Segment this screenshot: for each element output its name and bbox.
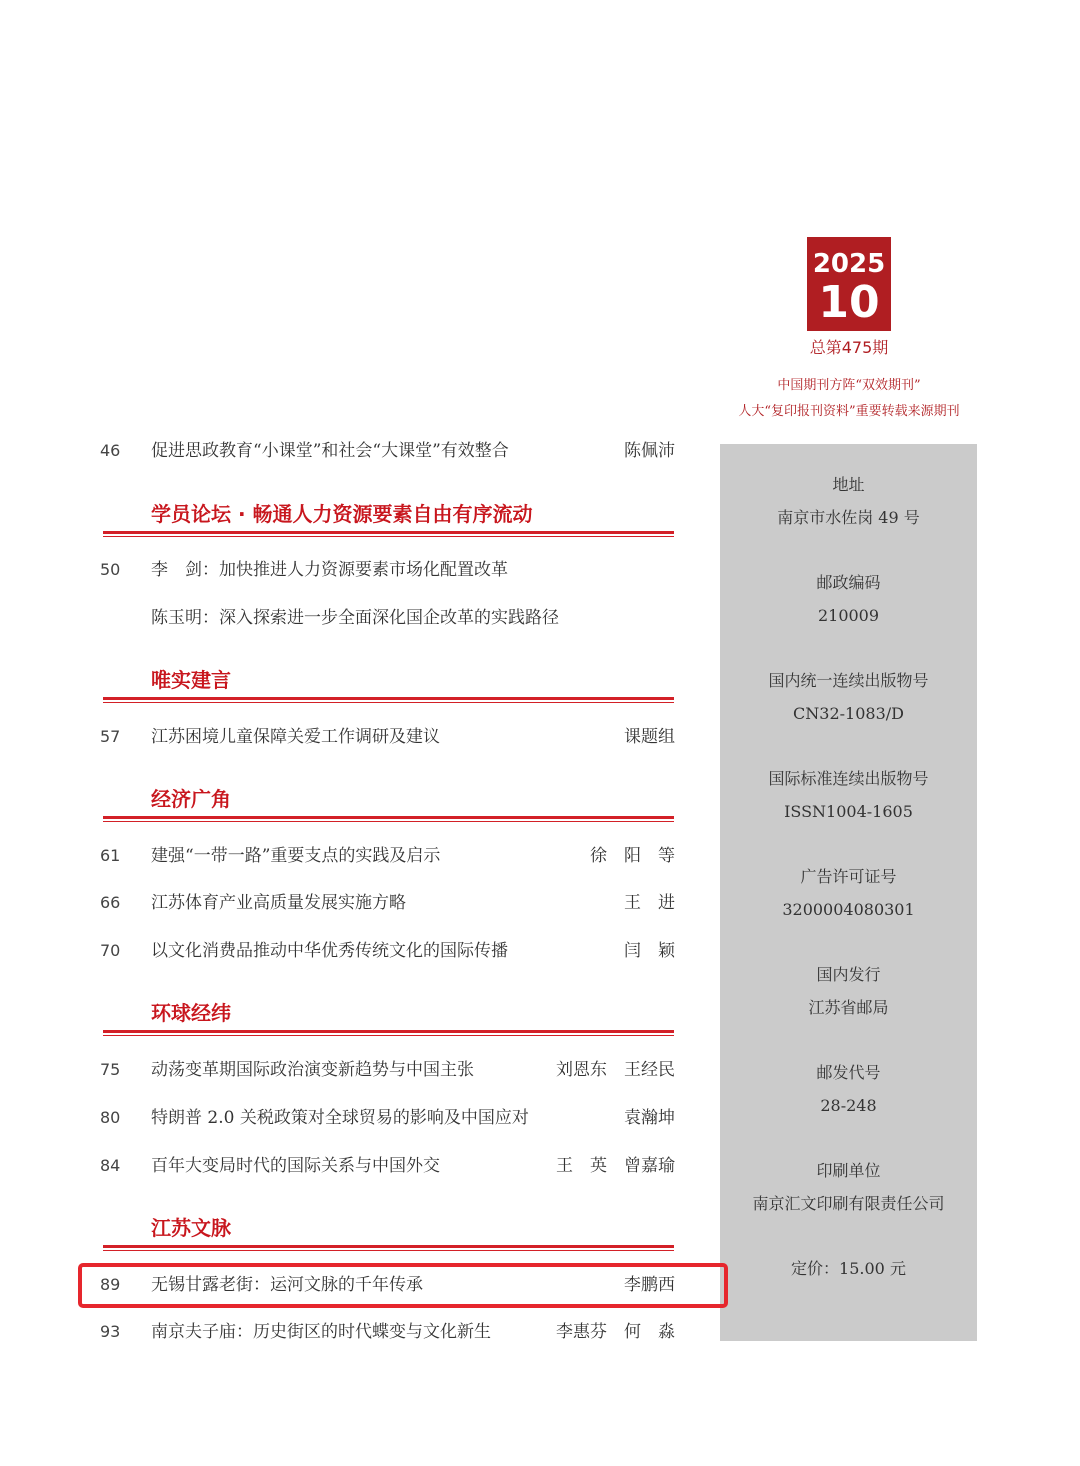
toc-row[interactable] <box>100 603 675 633</box>
toc-row[interactable] <box>100 841 675 871</box>
toc-author: 袁瀚坤 <box>624 1108 675 1128</box>
issue-month: 10 <box>818 277 880 328</box>
toc-author: 陈佩沛 <box>624 441 675 461</box>
section-title: 经济广角 <box>151 787 231 811</box>
toc-article-title: 特朗普 2.0 关税政策对全球贸易的影响及中国应对 <box>151 1108 529 1128</box>
section-title: 江苏文脉 <box>151 1216 231 1240</box>
toc-article-title: 陈玉明：深入探索进一步全面深化国企改革的实践路径 <box>151 608 559 628</box>
toc-article-title: 南京夫子庙：历史街区的时代蝶变与文化新生 <box>151 1322 491 1342</box>
section-rule <box>103 816 674 819</box>
toc-author: 闫 颖 <box>624 941 675 961</box>
toc-page-number: 80 <box>100 1108 121 1127</box>
toc-page-number: 93 <box>100 1322 121 1341</box>
toc-page-number: 46 <box>100 441 121 460</box>
section-rule-thin <box>103 536 674 537</box>
toc-page-number: 89 <box>100 1275 121 1294</box>
toc-article-title: 百年大变局时代的国际关系与中国外交 <box>151 1156 440 1176</box>
info-printer: 印刷单位 南京汇文印刷有限责任公司 <box>752 1161 945 1213</box>
section-header <box>103 999 674 1039</box>
section-header <box>103 1214 674 1254</box>
toc-article-title: 动荡变革期国际政治演变新趋势与中国主张 <box>151 1060 474 1080</box>
section-header <box>103 500 674 540</box>
toc-row[interactable] <box>100 1317 675 1347</box>
slogan-line-2: 人大“复印报刊资料”重要转载来源期刊 <box>738 404 960 419</box>
toc-row[interactable] <box>100 722 675 752</box>
section-rule-thin <box>103 1035 674 1036</box>
toc-article-title: 李 剑：加快推进人力资源要素市场化配置改革 <box>151 560 508 580</box>
section-rule <box>103 1245 674 1248</box>
slogan-line-1: 中国期刊方阵“双效期刊” <box>777 378 921 393</box>
toc-article-title: 江苏困境儿童保障关爱工作调研及建议 <box>151 727 440 747</box>
toc-row[interactable] <box>100 436 675 466</box>
section-header <box>103 666 674 706</box>
section-rule <box>103 1030 674 1033</box>
section-header <box>103 785 674 825</box>
section-title: 环球经纬 <box>151 1001 231 1025</box>
publication-info-panel <box>720 444 977 1341</box>
info-distribution: 国内发行 江苏省邮局 <box>808 965 889 1017</box>
toc-page-number: 61 <box>100 846 121 865</box>
section-rule-thin <box>103 702 674 703</box>
info-ad-license: 广告许可证号 3200004080301 <box>782 867 915 919</box>
toc-row[interactable] <box>100 1103 675 1133</box>
info-cn-number: 国内统一连续出版物号 CN32-1083/D <box>768 671 929 723</box>
section-rule-thin <box>103 1250 674 1251</box>
toc-row[interactable] <box>100 1055 675 1085</box>
toc-author: 王 进 <box>624 893 675 913</box>
toc-author: 课题组 <box>624 727 675 747</box>
toc-author: 李鹏西 <box>624 1275 675 1295</box>
info-price: 定价：15.00 元 <box>791 1259 906 1278</box>
toc-page-number: 57 <box>100 727 121 746</box>
toc-row[interactable] <box>100 936 675 966</box>
toc-author: 刘恩东 王经民 <box>556 1060 675 1080</box>
info-postal-code: 邮发代号 28-248 <box>816 1063 881 1115</box>
toc-row[interactable] <box>100 1151 675 1181</box>
section-title: 唯实建言 <box>151 668 231 692</box>
toc-page-number: 84 <box>100 1156 121 1175</box>
toc-article-title: 促进思政教育“小课堂”和社会“大课堂”有效整合 <box>151 441 509 461</box>
toc-author: 李惠芬 何 淼 <box>556 1322 675 1342</box>
toc-author: 王 英 曾嘉瑜 <box>556 1156 675 1176</box>
toc-article-title: 江苏体育产业高质量发展实施方略 <box>151 893 406 913</box>
toc-author: 徐 阳 等 <box>590 846 675 866</box>
info-issn: 国际标准连续出版物号 ISSN1004-1605 <box>768 769 929 821</box>
section-rule <box>103 531 674 534</box>
toc-row[interactable] <box>100 888 675 918</box>
issue-year: 2025 <box>812 249 886 279</box>
toc-article-title: 以文化消费品推动中华优秀传统文化的国际传播 <box>151 941 508 961</box>
toc-page-number: 75 <box>100 1060 121 1079</box>
issue-badge <box>807 237 891 331</box>
issue-number: 总第475期 <box>809 338 889 357</box>
section-rule <box>103 697 674 700</box>
toc-page-number: 66 <box>100 893 121 912</box>
toc-page-number: 70 <box>100 941 121 960</box>
info-postcode: 邮政编码 210009 <box>816 573 881 625</box>
toc-page-number: 50 <box>100 560 121 579</box>
section-rule-thin <box>103 821 674 822</box>
section-title: 学员论坛 · 畅通人力资源要素自由有序流动 <box>151 502 533 526</box>
toc-row-highlighted[interactable] <box>100 1270 675 1300</box>
toc-article-title: 无锡甘露老街：运河文脉的千年传承 <box>151 1275 423 1295</box>
toc-article-title: 建强“一带一路”重要支点的实践及启示 <box>151 846 441 866</box>
toc-row[interactable] <box>100 555 675 585</box>
info-address: 地址 南京市水佐岗 49 号 <box>777 475 920 527</box>
